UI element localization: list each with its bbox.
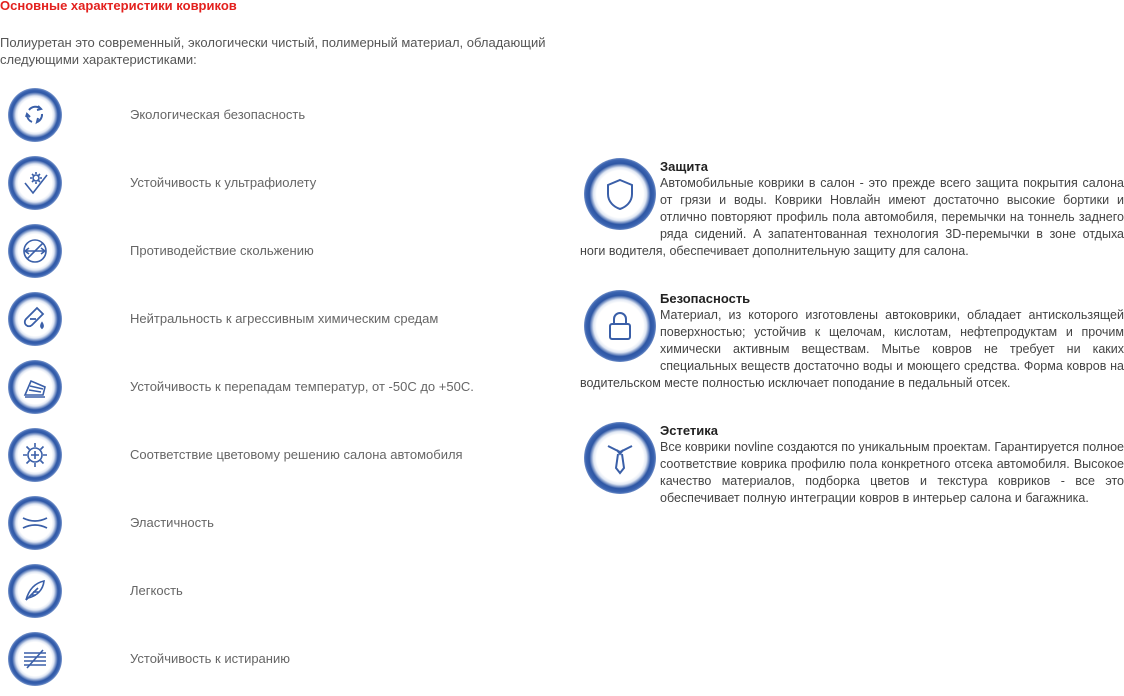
- no-slip-icon: [8, 224, 62, 278]
- feature-label: Противодействие скольжению: [130, 243, 314, 258]
- feature-item: [8, 496, 548, 556]
- feather-icon: [8, 564, 62, 618]
- intro-text: Полиуретан это современный, экологически чистый, полимерный материал, обладающий следующими характеристиками:: [0, 35, 546, 67]
- card-body: [580, 158, 1124, 260]
- card-aesthetics: [580, 422, 1124, 507]
- feature-label: Устойчивость к перепадам температур, от -50С до +50С.: [130, 379, 474, 394]
- color-palette-icon: [8, 428, 62, 482]
- elasticity-icon: [8, 496, 62, 550]
- test-tube-icon: [8, 292, 62, 346]
- feature-item: [8, 156, 548, 216]
- recycle-icon: [8, 88, 62, 142]
- feature-item: [8, 88, 548, 148]
- card-title: Защита: [660, 159, 708, 174]
- feature-label: Устойчивость к ультрафиолету: [130, 175, 317, 190]
- page-title: Основные характеристики ковриков: [0, 0, 237, 13]
- shield-icon: [584, 158, 656, 230]
- feature-item: [8, 360, 548, 420]
- feature-item: [8, 632, 548, 692]
- card-title: Безопасность: [660, 291, 751, 306]
- temperature-icon: [8, 360, 62, 414]
- card-protection: [580, 158, 1124, 260]
- tie-icon: [584, 422, 656, 494]
- lock-icon: [584, 290, 656, 362]
- sun-icon: [8, 156, 62, 210]
- card-safety: [580, 290, 1124, 392]
- feature-item: [8, 292, 548, 352]
- card-text: Автомобильные коврики в салон - это прежде всего защита покрытия салона от грязи и воды. Коврики Новлайн имеют достаточно высокие бортики и отлично повторяют профиль пола автомобиля, перемычки на тоннель заднего ряда сидений. А запатентованная технология 3D-перемычки в зоне отдыха ноги водителя, обеспечивает дополнительную защиту для салона.: [580, 176, 1124, 258]
- feature-label: Экологическая безопасность: [130, 107, 306, 122]
- feature-label: Нейтральность к агрессивным химическим средам: [130, 311, 439, 326]
- feature-label: Соответствие цветовому решению салона автомобиля: [130, 447, 463, 462]
- card-body: [580, 290, 1124, 392]
- card-body: [580, 422, 1124, 507]
- card-text: Все коврики novline создаются по уникальным проектам. Гарантируется полное соответствие коврика профилю пола конкретного отсека автомобиля. Высокое качество материалов, подборка цветов и текстура ковриков - все это обеспечивает полную интеграции ковров в интерьер салона и багажника.: [660, 440, 1124, 505]
- feature-item: [8, 224, 548, 284]
- card-text: Материал, из которого изготовлены автоковрики, обладает антискользящей поверхностью; устойчив к щелочам, кислотам, нефтепродуктам и прочим химически активным веществам. Мытье ковров не требует ни каких специальных веществ достаточно воды и моющего средства. Форма ковров на водительском месте полностью исключает поподание в педальный отсек.: [580, 308, 1124, 390]
- feature-label: Легкость: [130, 583, 183, 598]
- abrasion-icon: [8, 632, 62, 686]
- feature-item: [8, 564, 548, 624]
- card-title: Эстетика: [660, 423, 718, 438]
- feature-item: [8, 428, 548, 488]
- feature-label: Устойчивость к истиранию: [130, 651, 290, 666]
- feature-label: Эластичность: [130, 515, 214, 530]
